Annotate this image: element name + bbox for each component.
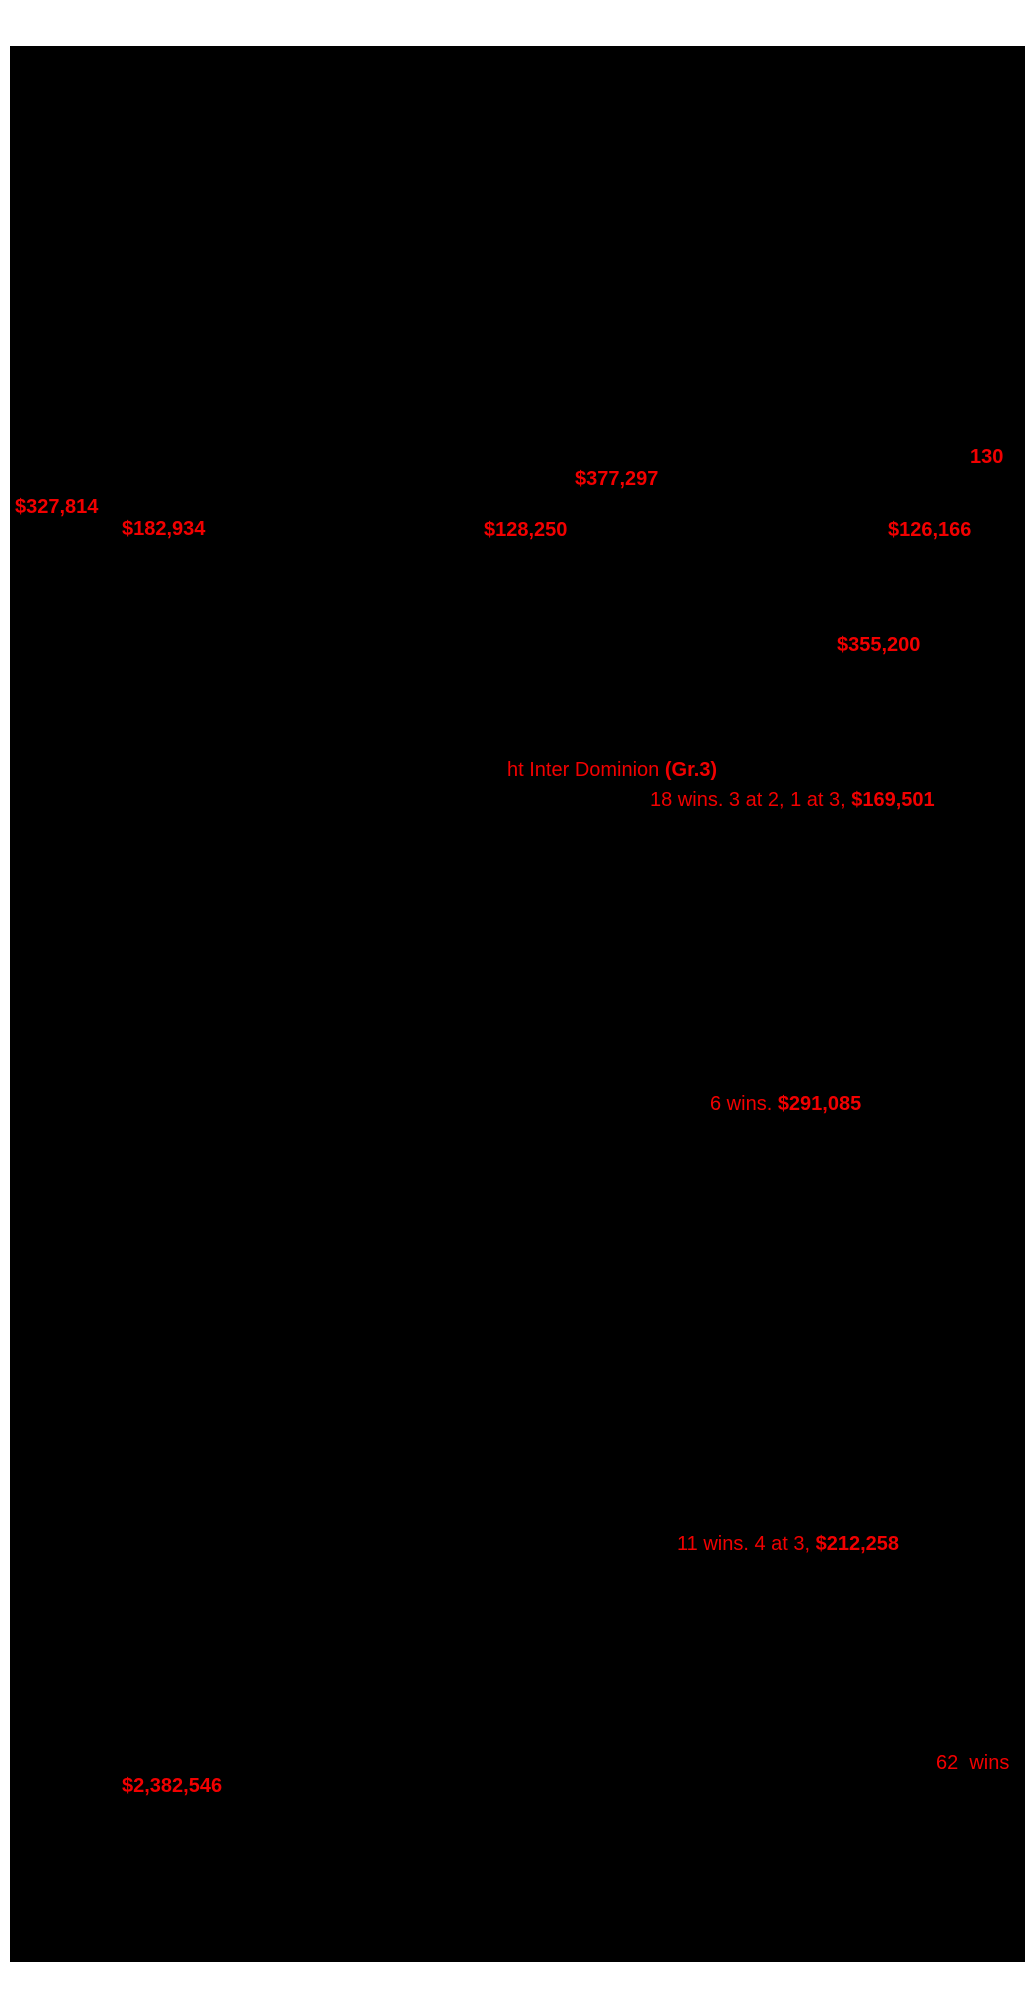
earnings-128250: $128,250 [484,519,568,541]
race-record-11-wins-earnings: $212,258 [815,1533,900,1555]
race-record-6-wins-earnings: $291,085 [777,1093,862,1115]
earnings-2382546: $2,382,546 [122,1775,223,1797]
lot-number: 130 [970,446,1004,468]
inter-dominion-text: ht Inter Dominion [507,759,665,781]
earnings-327814: $327,814 [15,496,99,518]
race-record-6-wins [710,1094,861,1114]
race-record-11-wins [677,1534,899,1554]
race-record-18-wins-text: 18 wins. 3 at 2, 1 at 3, [650,789,852,811]
race-record-18-wins-earnings: $169,501 [851,789,935,811]
race-record-6-wins-text: 6 wins. [710,1093,778,1115]
race-record-62-wins: 62 wins [936,1752,1010,1774]
race-record-18-wins [650,790,935,810]
inter-dominion-line [507,760,717,780]
earnings-182934: $182,934 [122,518,206,540]
earnings-355200: $355,200 [837,634,921,656]
inter-dominion-grade: (Gr.3) [664,759,718,781]
earnings-126166: $126,166 [888,519,972,541]
race-record-11-wins-text: 11 wins. 4 at 3, [677,1533,816,1555]
document-black-area [10,46,1025,1962]
earnings-377297: $377,297 [575,468,659,490]
